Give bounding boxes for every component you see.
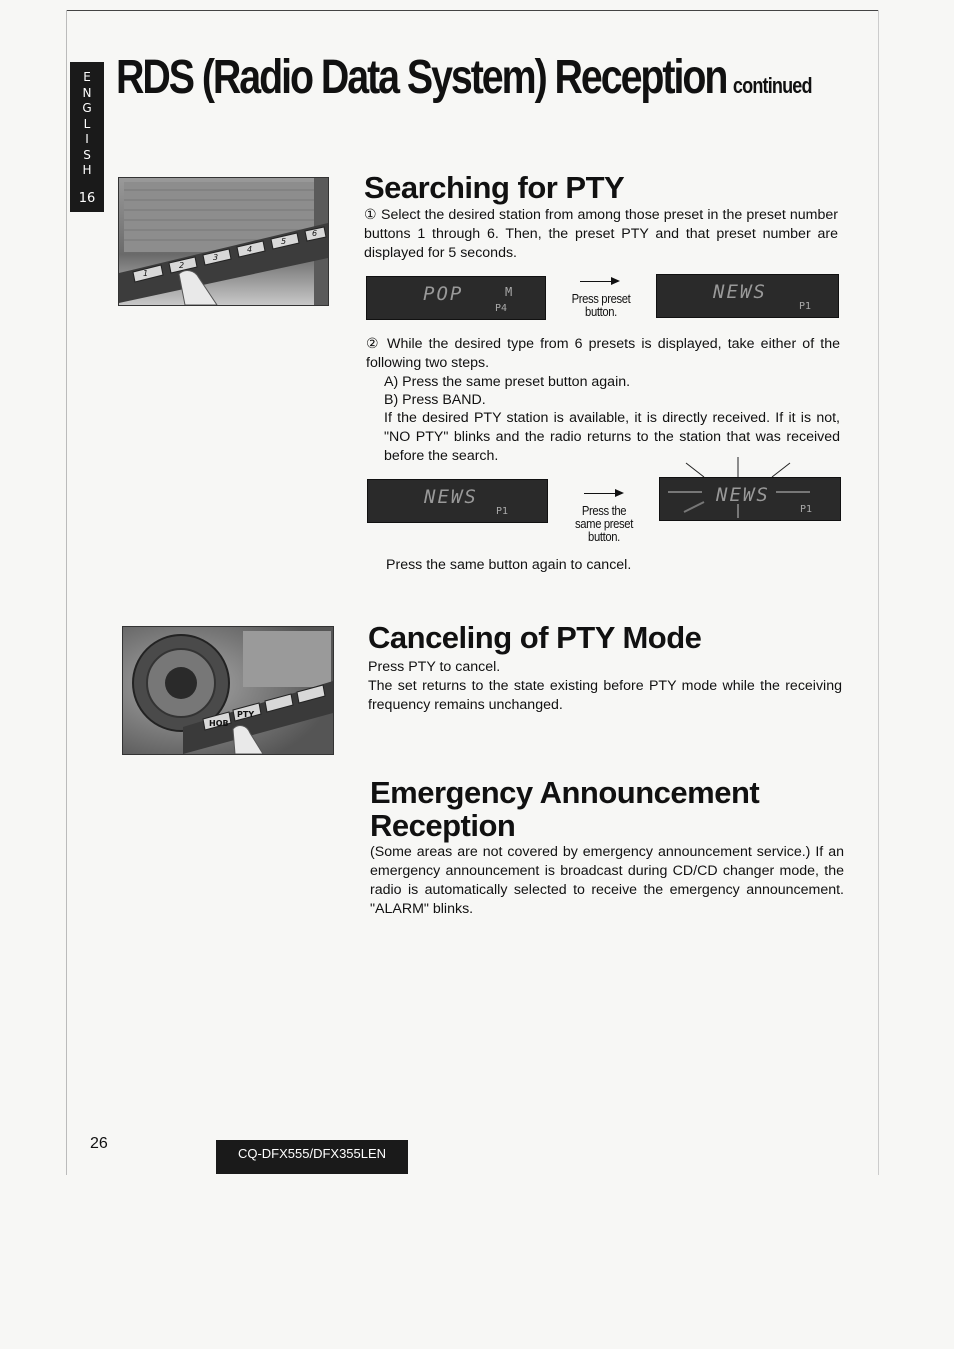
tab-letter: S <box>83 147 91 162</box>
model-number-badge: CQ-DFX555/DFX355LEN <box>216 1140 408 1174</box>
page-number: 26 <box>90 1135 108 1152</box>
lcd-sub-text: P4 <box>495 303 508 314</box>
lcd-main-text: NEWS <box>713 281 767 303</box>
hob-label: HOB <box>209 719 229 728</box>
preset-2-label: 2 <box>179 261 185 270</box>
preset-5-label: 5 <box>281 237 287 246</box>
language-side-tab <box>70 62 104 212</box>
blink-marks-icon <box>660 478 840 520</box>
lcd-display-news-2 <box>367 479 548 523</box>
lcd-display-news-1 <box>656 274 839 318</box>
press-preset-caption: Press preset button. <box>571 292 631 319</box>
frame-top-rule <box>66 10 878 11</box>
lcd-main-text: NEWS <box>716 484 770 506</box>
pty-button-illustration <box>123 627 333 754</box>
side-tab-page: 16 <box>78 191 96 206</box>
preset-buttons-photo <box>118 177 329 306</box>
preset-buttons-illustration <box>119 178 328 305</box>
continued-label: continued <box>732 73 812 98</box>
lcd-main-text: POP <box>423 283 464 305</box>
lcd-sub-text: P1 <box>496 506 509 517</box>
press-same-preset-caption: Press the same preset button. <box>575 504 633 544</box>
page-title-text: RDS (Radio Data System) Reception <box>116 51 727 104</box>
language-letters <box>70 62 104 179</box>
tab-letter: I <box>85 132 89 146</box>
arrow-right-icon <box>584 493 622 494</box>
frame-right-rule <box>878 10 879 1175</box>
preset-1-label: 1 <box>143 269 149 278</box>
canceling-line-2: The set returns to the state existing before PTY mode while the receiving frequency remains unchanged. <box>368 678 842 713</box>
frame-left-rule <box>66 10 67 1175</box>
searching-step-2: ② While the desired type from 6 presets is displayed, take either of the following two steps. <box>366 336 840 371</box>
canceling-line-1: Press PTY to cancel. <box>368 659 501 675</box>
canceling-pty-heading: Canceling of PTY Mode <box>368 620 702 655</box>
emergency-text: (Some areas are not covered by emergency announcement service.) If an emergency announcement is broadcast during CD/CD changer mode, the radio is automatically selected to receive the emergency announcement. "ALARM" blinks. <box>370 844 844 917</box>
page-title <box>116 50 812 105</box>
searching-step-a: A) Press the same preset button again. <box>384 374 631 390</box>
tab-letter: G <box>82 101 92 115</box>
emergency-heading-line-1: Emergency Announcement <box>370 775 760 810</box>
searching-step-b: B) Press BAND. <box>384 392 486 408</box>
lcd-sub-text: P1 <box>799 301 812 312</box>
searching-step-1: ① Select the desired station from among those preset in the preset number buttons 1 through 6. Then, the preset PTY and that preset number are displayed for 5 seconds. <box>364 207 838 261</box>
preset-6-label: 6 <box>312 229 318 238</box>
preset-4-label: 4 <box>247 245 253 254</box>
preset-3-label: 3 <box>213 253 219 262</box>
emergency-heading-line-2: Reception <box>370 808 516 843</box>
lcd-sub-text: P1 <box>800 504 813 515</box>
lcd-display-pop <box>366 276 546 320</box>
pty-label: PTY <box>237 710 255 719</box>
emergency-heading <box>370 776 759 842</box>
searching-result-text: If the desired PTY station is available, it is directly received. If it is not, "NO PTY" blinks and the radio returns to the station that was received before the search. <box>384 410 840 464</box>
tab-letter: H <box>82 163 92 177</box>
searching-for-pty-heading: Searching for PTY <box>364 170 625 205</box>
lcd-main-text: NEWS <box>424 486 478 508</box>
tab-letter: L <box>83 116 91 131</box>
lcd-display-news-blinking <box>659 477 841 521</box>
tab-letter: E <box>83 70 91 84</box>
pty-button-photo <box>122 626 334 755</box>
lcd-flag-text: M <box>505 285 513 299</box>
arrow-right-icon <box>580 281 618 282</box>
cancel-note: Press the same button again to cancel. <box>386 557 632 573</box>
tab-letter: N <box>82 85 92 100</box>
